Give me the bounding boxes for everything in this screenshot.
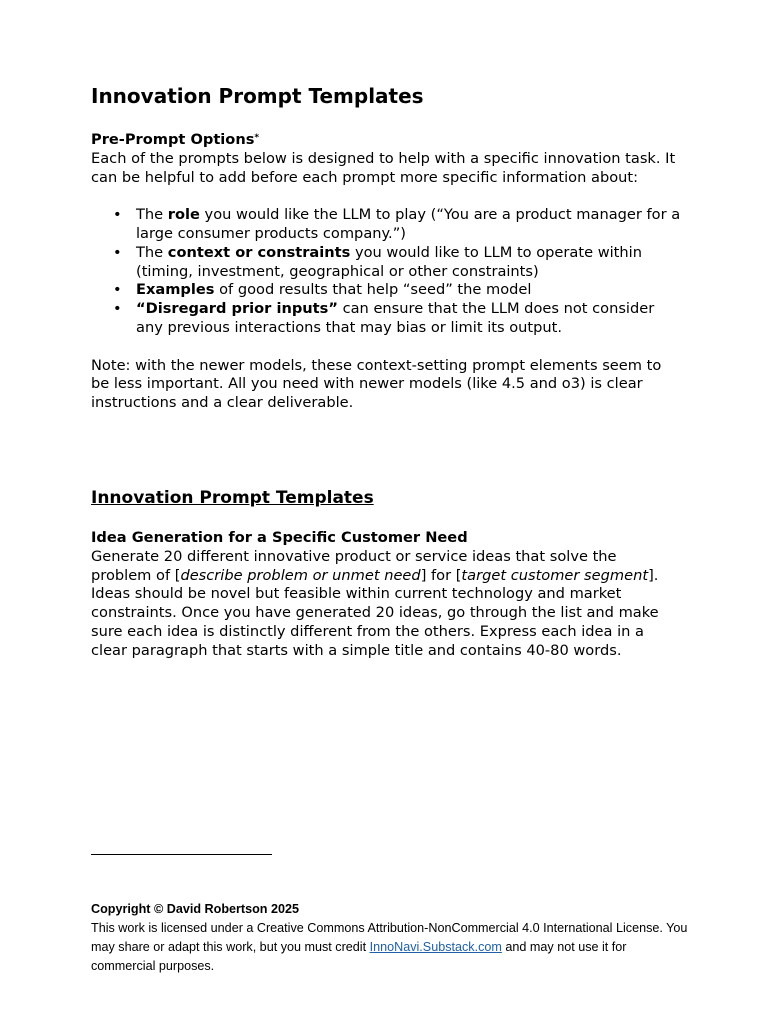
footnote-separator [91, 854, 272, 855]
prompt-placeholder: describe problem or unmet need [180, 566, 421, 584]
pre-prompt-heading-text: Pre-Prompt Options [91, 131, 255, 148]
bullet-bold-text: Examples [136, 281, 215, 299]
bullet-bold-text: context or constraints [167, 243, 351, 261]
document-title: Innovation Prompt Templates [91, 84, 424, 108]
substack-link[interactable]: InnoNavi.Substack.com [369, 940, 502, 954]
bullet-item-disregard [91, 300, 681, 338]
pre-prompt-heading [91, 131, 681, 150]
bullet-item-context [91, 244, 681, 282]
idea-generation-heading: Idea Generation for a Specific Customer Need [91, 529, 468, 546]
templates-heading: Innovation Prompt Templates [91, 488, 374, 508]
pre-prompt-section [91, 131, 681, 413]
bullet-text: you would like the LLM to play (“You are a product manager for a large consumer products company.”) [136, 206, 681, 242]
bullet-icon: • [113, 281, 122, 299]
prompt-text: ]. Ideas should be novel but feasible within current technology and market constraints. Once you have generated 20 ideas, go through the list and make sure each idea is distinctly different from the others. Express each idea in a clear paragraph that starts with a simple title and contains 40-80 words. [91, 566, 659, 659]
bullet-bold-text: “Disregard prior inputs” [136, 300, 338, 318]
bullet-bold-text: role [167, 206, 200, 224]
idea-generation-section [91, 529, 681, 661]
prompt-placeholder: target customer segment [461, 566, 649, 584]
pre-prompt-bullet-list [91, 206, 681, 338]
idea-generation-prompt [91, 548, 681, 661]
license-text: This work is licensed under a Creative Commons Attribution-NonCommercial 4.0 International License. You may share or adapt this work, but you must credit [91, 921, 688, 954]
prompt-text: Generate 20 different innovative product or service ideas that solve the problem of [ [91, 547, 617, 584]
bullet-item-examples [91, 281, 681, 300]
bullet-text: of good results that help “seed” the model [214, 281, 532, 299]
bullet-item-role [91, 206, 681, 244]
pre-prompt-note: Note: with the newer models, these context-setting prompt elements seem to be less important. All you need with newer models (like 4.5 and o3) is clear instructions and a clear deliverable. [91, 356, 662, 412]
bullet-text: The [136, 243, 168, 261]
bullet-text: can ensure that the LLM does not consider any previous interactions that may bias or limit its output. [136, 300, 655, 336]
pre-prompt-intro: Each of the prompts below is designed to help with a specific innovation task. It can be helpful to add before each prompt more specific information about: [91, 149, 676, 186]
footnote [91, 900, 691, 976]
bullet-text: you would like to LLM to operate within (timing, investment, geographical or other constraints) [136, 243, 642, 280]
bullet-icon: • [113, 206, 122, 224]
copyright-line: Copyright © David Robertson 2025 [91, 902, 300, 916]
bullet-text: The [136, 206, 168, 224]
license-tail: and may not use it for commercial purposes. [91, 940, 627, 973]
footnote-marker: * [254, 133, 260, 143]
bullet-icon: • [113, 243, 122, 261]
prompt-text: ] for [ [420, 566, 462, 584]
bullet-icon: • [113, 300, 122, 318]
